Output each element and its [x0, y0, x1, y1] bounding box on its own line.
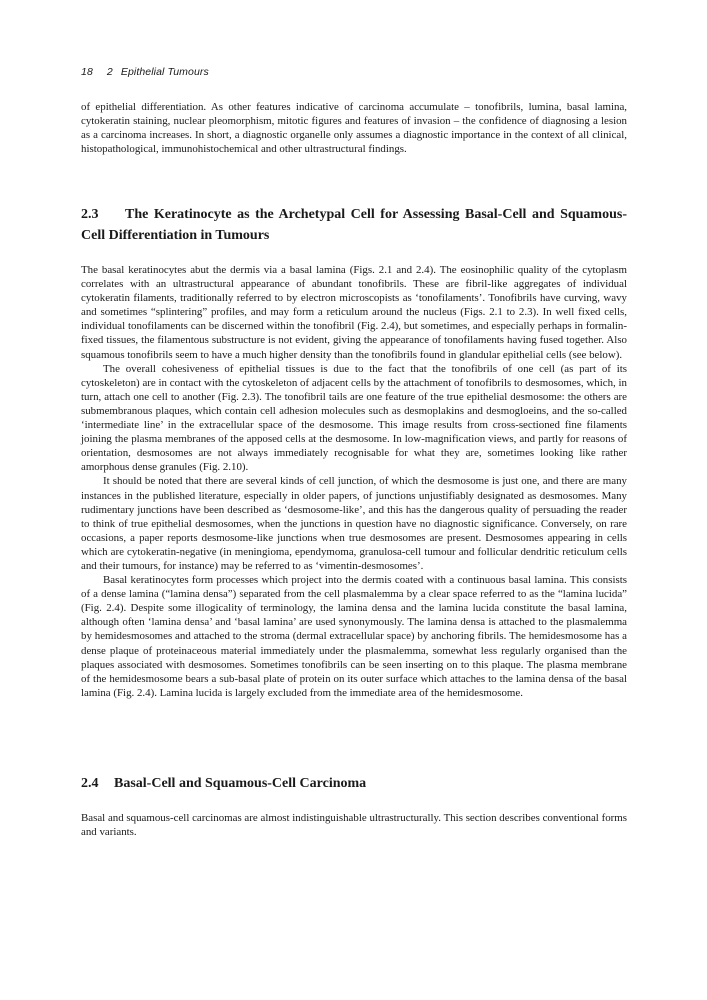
body-paragraph: It should be noted that there are several kinds of cell junction, of which the desmosome is just one, and there are many instances in the published literature, especially in older papers, of junctions unjustifiably designated as desmosomes. Many rudimentary junctions have been described as ‘desmosome-like’, and this has the dangerous quality of persuading the reader to think of true epithelial desmosomes, when the junctions in question have no diagnostic significance. Conversely, on rare occasions, a paper reports desmosome-like junctions when true desmosomes are present. Desmosomes appearing in cells which are cytokeratin-negative (in meningioma, ependymoma, granulosa-cell tumour and follicular dendritic reticulum cells and their tumours, for instance) may be referred to as ‘vimentin-desmosomes’.: [81, 475, 627, 572]
section-heading: [81, 774, 627, 795]
section-2-3-body: [81, 263, 627, 700]
body-paragraph: The basal keratinocytes abut the dermis via a basal lamina (Figs. 2.1 and 2.4). The eosinophilic quality of the cytoplasm correlates with an ultrastructural appearance of abundant tonofibrils. These are fibril-like aggregates of individual cytokeratin filaments, traditionally referred to by electron microscopists as ‘tonofilaments’. Tonofibrils have curving, wavy and sometimes “splintering” profiles, and may form a reticulum around the nucleus (Figs. 2.1 to 2.3). In well fixed cells, individual tonofilaments can be discerned within the tonofibril (Fig. 2.4), but sometimes, and especially perhaps in formalin-fixed tissues, the filamentous substructure is not evident, giving the appearance of tonofilaments having fused together. Also squamous tonofibrils seem to have a much higher density than the tonofibrils found in glandular epithelial cells (see below).: [81, 264, 627, 361]
body-paragraph: The overall cohesiveness of epithelial tissues is due to the fact that the tonofibrils of one cell (as part of its cytoskeleton) are in contact with the cytoskeleton of adjacent cells by the attachment of tonofibrils to desmosomes, which, in turn, attach one cell to another (Fig. 2.3). The tonofibril tails are one feature of the true epithelial desmosome: the others are submembranous plaques, which contain cell adhesion molecules such as desmoplakins and desmogloeins, and the so-called ‘intermediate line’ in the extracellular space of the desmosome. This image results from cross-sectioned fine filaments joining the plasma membranes of the apposed cells at the desmosome. In low-magnification views, and partly for reasons of orientation, desmosomes are not always immediately recognisable for what they are, sometimes looking like rather amorphous dense granules (Fig. 2.10).: [81, 362, 627, 474]
section-2-3-heading: [81, 205, 627, 246]
section-heading: [81, 205, 627, 246]
section-2-4-body: [81, 811, 627, 839]
chapter-title: Epithelial Tumours: [120, 66, 209, 78]
running-head: [81, 66, 209, 78]
intro-block: [81, 100, 627, 156]
section-number: 2.3: [81, 207, 99, 222]
section-number: 2.4: [81, 776, 99, 791]
page-number: 18: [81, 66, 93, 78]
section-title: The Keratinocyte as the Archetypal Cell for Assessing Basal-Cell and Squamous-Cell Differentiation in Tumours: [81, 207, 627, 243]
body-paragraph: Basal and squamous-cell carcinomas are almost indistinguishable ultrastructurally. This section describes conventional forms and variants.: [81, 812, 627, 839]
body-paragraph: Basal keratinocytes form processes which project into the dermis coated with a continuous basal lamina. This consists of a dense lamina (“lamina densa”) separated from the cell plasmalemma by a clear space referred to as the “lamina lucida” (Fig. 2.4). Despite some illogicality of terminology, the lamina densa and the lamina lucida constitute the basal lamina, although often ‘lamina densa’ and ‘basal lamina’ are used synonymously. The lamina densa is attached to the plasmalemma by hemidesmosomes and attached to the stroma (dermal extracellular space) by anchoring fibrils. The hemidesmosome has a dense plaque of proteinaceous material immediately under the plasmalemma, somewhat less regularly organised than the plaques associated with desmosomes. Sometimes tonofibrils can be seen inserting on to this plaque. The plasma membrane of the hemidesmosome bears a sub-basal plate of protein on its outer surface which attaches to the lamina densa of the basal lamina (Fig. 2.4). Lamina lucida is largely excluded from the immediate area of the hemidesmosome.: [81, 574, 627, 699]
section-title: Basal-Cell and Squamous-Cell Carcinoma: [114, 776, 367, 791]
chapter-number: 2: [106, 66, 113, 78]
intro-paragraph: of epithelial differentiation. As other features indicative of carcinoma accumulate – tonofibrils, lumina, basal lamina, cytokeratin staining, nuclear pleomorphism, mitotic figures and features of invasion – the confidence of diagnosing a lesion as a carcinoma increases. In short, a diagnostic organelle only assumes a diagnostic importance in the context of all clinical, histopathological, immunohistochemical and other ultrastructural findings.: [81, 101, 627, 156]
section-2-4-heading: [81, 774, 627, 795]
